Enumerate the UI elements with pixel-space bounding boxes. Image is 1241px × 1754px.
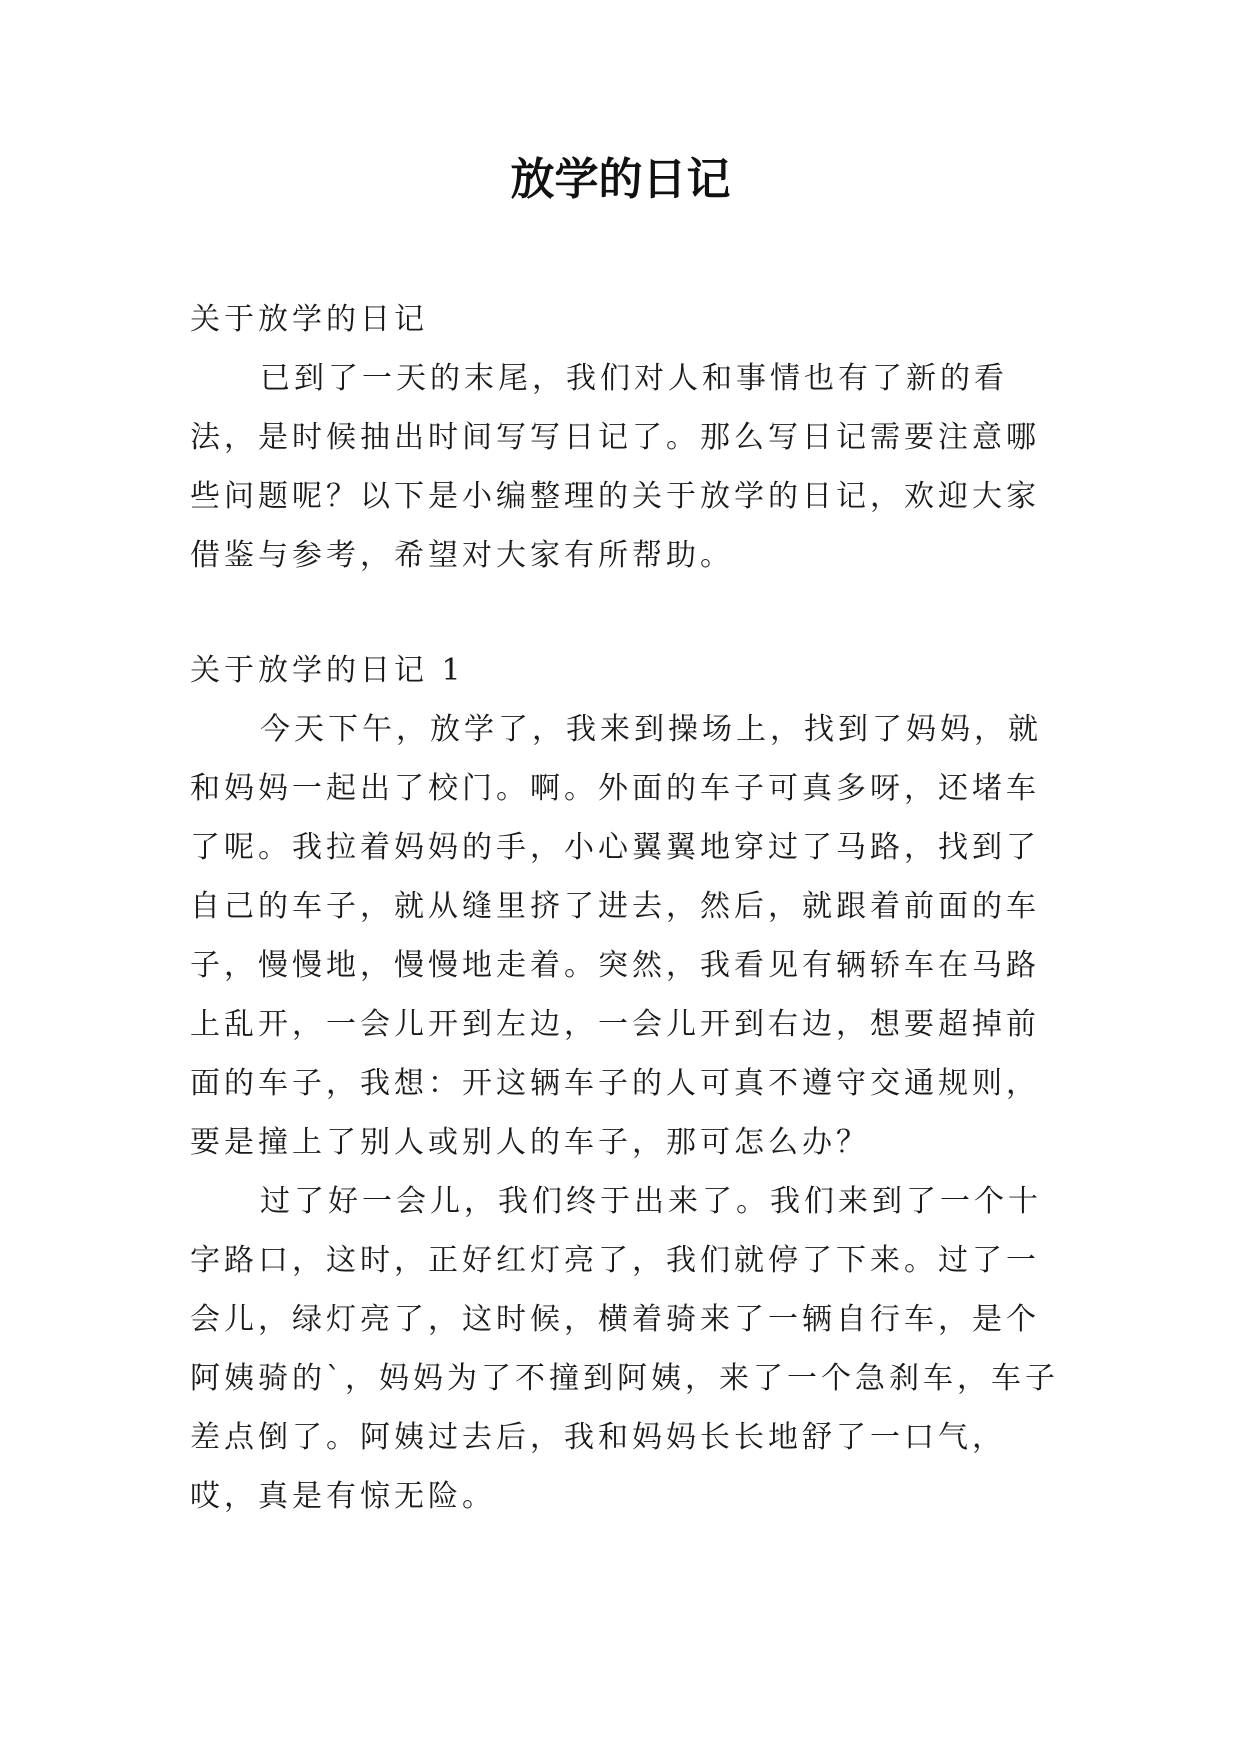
section-spacer [190, 585, 1060, 641]
intro-heading: 关于放学的日记 [190, 302, 428, 337]
section-1-paragraph-1: 今天下午，放学了，我来到操场上，找到了妈妈，就和妈妈一起出了校门。啊。外面的车子可真多呀，还堵车了呢。我拉着妈妈的手，小心翼翼地穿过了马路，找到了自己的车子，就从缝里挤了进去，然后，就跟着前面的车子，慢慢地，慢慢地走着。突然，我看见有辆轿车在马路上乱开，一会儿开到左边，一会儿开到右边，想要超掉前面的车子，我想：开这辆车子的人可真不遵守交通规则，要是撞上了别人或别人的车子，那可怎么办？ [190, 712, 1042, 1160]
document-body [190, 290, 1060, 1526]
section-1-paragraph-2: 过了好一会儿，我们终于出来了。我们来到了一个十字路口，这时，正好红灯亮了，我们就停了下来。过了一会儿，绿灯亮了，这时候，横着骑来了一辆自行车，是个阿姨骑的`，妈妈为了不撞到阿姨，来了一个急刹车，车子差点倒了。阿姨过去后，我和妈妈长长地舒了一口气，哎，真是有惊无险。 [190, 1184, 1059, 1514]
intro-paragraph: 已到了一天的末尾，我们对人和事情也有了新的看法，是时候抽出时间写写日记了。那么写日记需要注意哪些问题呢？以下是小编整理的关于放学的日记，欢迎大家借鉴与参考，希望对大家有所帮助。 [190, 361, 1040, 573]
document-title: 放学的日记 [510, 154, 731, 205]
section-1-heading: 关于放学的日记 1 [190, 653, 465, 688]
